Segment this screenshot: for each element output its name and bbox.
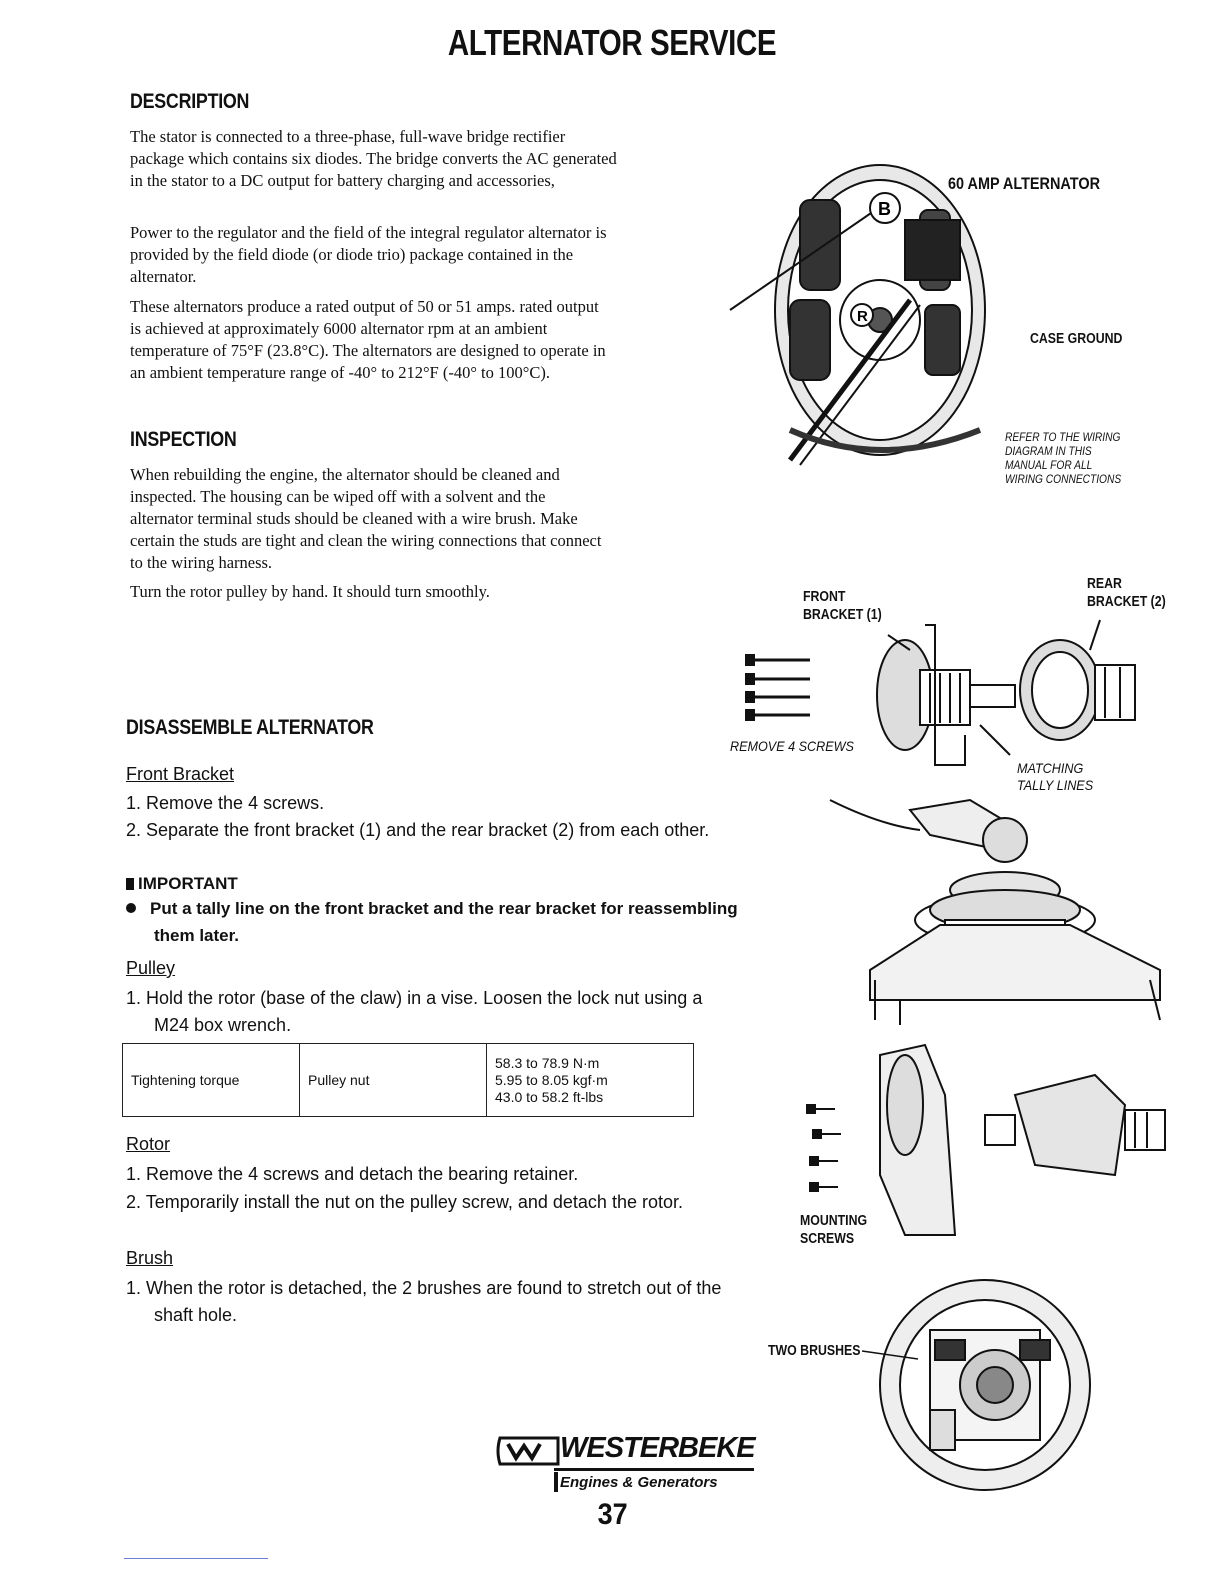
description-paragraph-3: These alternators produce a rated output of 50 or 51 amps. rated output is achieved at approximately 6000 alternator rpm at an ambient temperature of 75°F (23.8°C). The alternators are designed to operate in an ambient temperature range of -40° to 212°F (-40° to 100°C). (130, 297, 606, 382)
rear-bracket-label (1087, 575, 1166, 611)
inspection-heading: INSPECTION (130, 428, 237, 451)
mounting-screws-label-line-1: MOUNTING (800, 1213, 868, 1229)
rotor-step-1: 1. Remove the 4 screws and detach the bearing retainer. (126, 1164, 579, 1184)
front-bracket-label-line-1: FRONT (803, 589, 846, 605)
important-label (126, 874, 238, 894)
torque-label-cell: Tightening torque (123, 1044, 300, 1117)
bullet-icon (126, 903, 136, 913)
tally-lines-label-line-2: TALLY LINES (1017, 777, 1094, 793)
remove-screws-label: REMOVE 4 SCREWS (730, 738, 854, 754)
important-square-icon (126, 878, 134, 890)
inspection-paragraph-2: Turn the rotor pulley by hand. It should turn smoothly. (130, 582, 490, 601)
torque-table (122, 1043, 694, 1117)
description-paragraph-2: Power to the regulator and the field of the integral regulator alternator is provided by the field diode (or diode trio) package contained in the alternator. (130, 223, 607, 286)
page-title: ALTERNATOR SERVICE (447, 22, 777, 63)
tagline-bar (554, 1472, 558, 1492)
tally-lines-label-line-1: MATCHING (1017, 760, 1084, 776)
westerbeke-brand: WESTERBEKE (560, 1432, 755, 1464)
front-bracket-step-1: 1. Remove the 4 screws. (126, 793, 325, 813)
westerbeke-tagline: Engines & Generators (560, 1474, 718, 1491)
torque-value-nm: 58.3 to 78.9 N·m (495, 1054, 600, 1071)
rotor-step-2: 2. Temporarily install the nut on the pulley screw, and detach the rotor. (126, 1192, 683, 1212)
brushes-illustration (870, 1260, 1110, 1510)
brush-step-1: 1. When the rotor is detached, the 2 brushes are found to stretch out of the shaft hole. (126, 1278, 722, 1325)
terminal-b-label: B (878, 199, 891, 219)
mounting-screws-label-line-2: SCREWS (800, 1231, 855, 1247)
brushes-leader-line (860, 1345, 920, 1365)
description-paragraph-1: The stator is connected to a three-phase, full-wave bridge rectifier package which contains six diodes. The bridge converts the AC generated in the stator to a DC output for battery charging and accessories, (130, 127, 617, 190)
torque-value-ftlbs: 43.0 to 58.2 ft-lbs (495, 1088, 604, 1105)
two-brushes-label: TWO BRUSHES (768, 1343, 861, 1359)
important-note (126, 895, 744, 949)
wiring-note-line-2: DIAGRAM IN THIS (1005, 444, 1092, 458)
wiring-note (1005, 430, 1142, 486)
table-row (123, 1044, 694, 1117)
torque-value-kgfm: 5.95 to 8.05 kgf·m (495, 1071, 608, 1088)
westerbeke-logo (494, 1434, 754, 1494)
important-label-text: IMPORTANT (138, 874, 238, 893)
wiring-note-line-4: WIRING CONNECTIONS (1005, 472, 1122, 486)
front-bracket-subheading: Front Bracket (126, 764, 235, 784)
case-ground-label: CASE GROUND (1030, 331, 1123, 347)
logo-underline (554, 1468, 754, 1471)
front-bracket-label-line-2: BRACKET (1) (803, 607, 882, 623)
rotor-subheading: Rotor (126, 1134, 171, 1154)
page-number: 37 (597, 1498, 628, 1531)
wiring-note-line-1: REFER TO THE WIRING (1005, 430, 1121, 444)
alternator-illustration (730, 160, 1030, 500)
pulley-subheading: Pulley (126, 958, 176, 978)
rear-bracket-label-line-1: REAR (1087, 576, 1122, 592)
terminal-r-label: R (857, 308, 868, 325)
brush-subheading: Brush (126, 1248, 174, 1268)
westerbeke-w-icon (494, 1434, 564, 1468)
mounting-screws-label (800, 1212, 867, 1248)
torque-part-cell: Pulley nut (300, 1044, 487, 1117)
alternator-title-label: 60 AMP ALTERNATOR (948, 174, 1101, 193)
pulley-vise-illustration (820, 790, 1180, 1030)
footer-rule (124, 1558, 268, 1559)
important-text: Put a tally line on the front bracket and the rear bracket for reassembling them later. (150, 899, 738, 945)
inspection-paragraph-1: When rebuilding the engine, the alternator should be cleaned and inspected. The housing can be wiped off with a solvent and the alternator terminal studs should be cleaned with a wire brush. Make certain the studs are tight and clean the wiring connections that connect to the wiring harness. (130, 465, 602, 572)
disassemble-heading: DISASSEMBLE ALTERNATOR (126, 716, 374, 739)
front-bracket-step-2: 2. Separate the front bracket (1) and the rear bracket (2) from each other. (126, 820, 710, 840)
wiring-note-line-3: MANUAL FOR ALL (1005, 458, 1093, 472)
tally-lines-label (1017, 760, 1093, 794)
description-heading: DESCRIPTION (130, 90, 250, 113)
torque-values-cell (487, 1044, 694, 1117)
rear-bracket-label-line-2: BRACKET (2) (1087, 594, 1166, 610)
pulley-step-1: 1. Hold the rotor (base of the claw) in a vise. Loosen the lock nut using a M24 box wrench. (126, 988, 703, 1035)
